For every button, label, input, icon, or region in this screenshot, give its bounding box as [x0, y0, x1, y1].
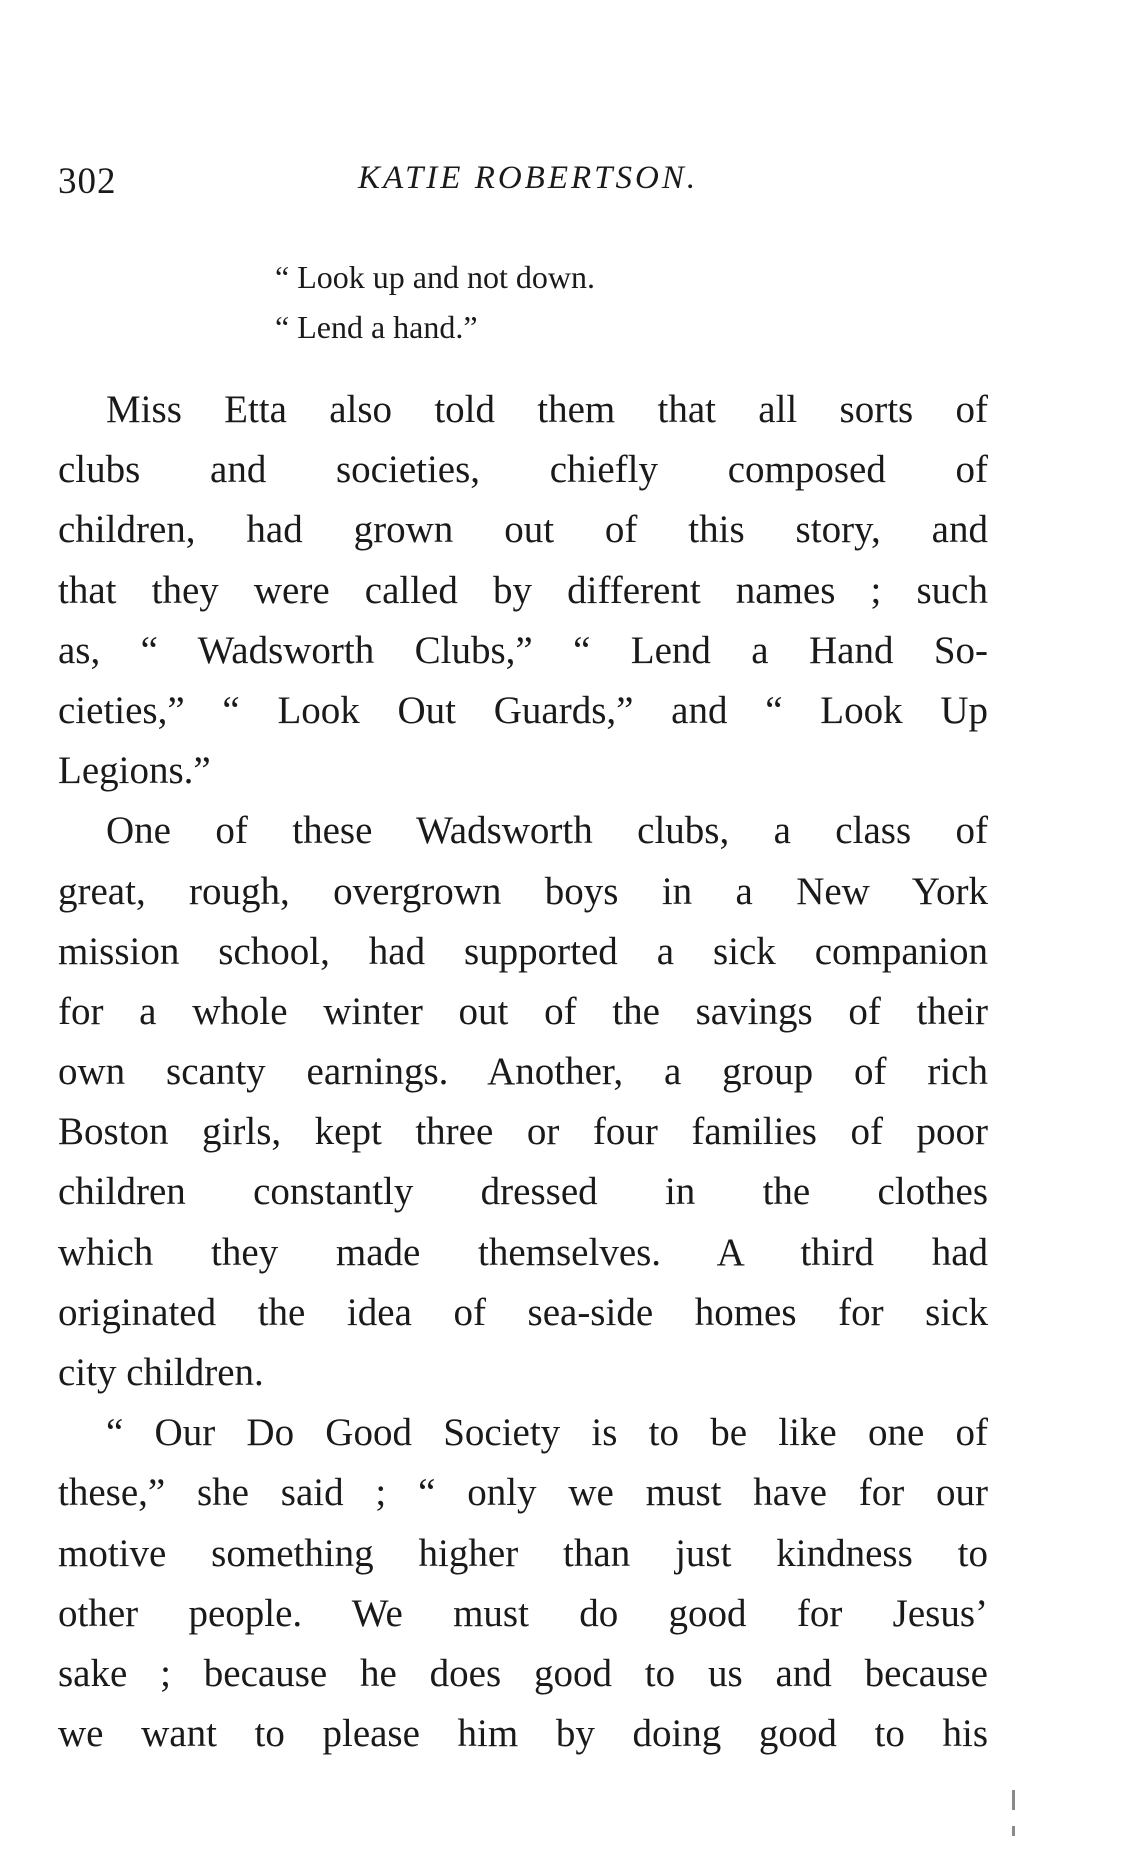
text-line: that they were called by different names ; such: [58, 568, 988, 612]
motto-line: “ Lend a hand.”: [275, 309, 478, 345]
text-line: One of these Wadsworth clubs, a class of: [106, 809, 988, 853]
text-line: these,” she said ; “ only we must have for our: [58, 1471, 988, 1515]
text-line: great, rough, overgrown boys in a New York: [58, 869, 988, 913]
text-line: Legions.”: [58, 749, 211, 793]
text-line: which they made themselves. A third had: [58, 1230, 988, 1274]
text-line: sake ; because he does good to us and because: [58, 1651, 988, 1695]
text-line: mission school, had supported a sick companion: [58, 929, 988, 973]
text-line: cieties,” “ Look Out Guards,” and “ Look Up: [58, 688, 988, 732]
text-line: children constantly dressed in the clothes: [58, 1170, 988, 1214]
text-line: originated the idea of sea-side homes for sick: [58, 1290, 988, 1334]
running-head: [58, 160, 998, 210]
text-line: own scanty earnings. Another, a group of rich: [58, 1050, 988, 1094]
motto-line: “ Look up and not down.: [275, 259, 595, 295]
margin-mark: [1012, 1790, 1015, 1810]
text-line: “ Our Do Good Society is to be like one of: [106, 1411, 988, 1455]
text-line: for a whole winter out of the savings of their: [58, 989, 988, 1033]
paragraph-3: [58, 1403, 988, 1764]
paragraph-2: [58, 801, 988, 1403]
text-line: children, had grown out of this story, and: [58, 508, 988, 552]
body-text: [58, 380, 988, 1764]
text-line: city children.: [58, 1351, 264, 1394]
text-line: other people. We must do good for Jesus’: [58, 1591, 988, 1635]
paragraph-1: [58, 380, 988, 801]
text-line: as, “ Wadsworth Clubs,” “ Lend a Hand So-: [58, 628, 988, 672]
text-line: motive something higher than just kindness to: [58, 1531, 988, 1575]
motto-block: [275, 252, 595, 352]
text-line: Miss Etta also told them that all sorts of: [106, 388, 988, 431]
page-number: 302: [58, 161, 117, 202]
text-line: we want to please him by doing good to his: [58, 1712, 988, 1756]
text-line: clubs and societies, chiefly composed of: [58, 448, 988, 492]
margin-mark: [1012, 1826, 1015, 1836]
running-title: KATIE ROBERTSON.: [358, 160, 699, 196]
text-line: Boston girls, kept three or four families of poor: [58, 1110, 988, 1154]
